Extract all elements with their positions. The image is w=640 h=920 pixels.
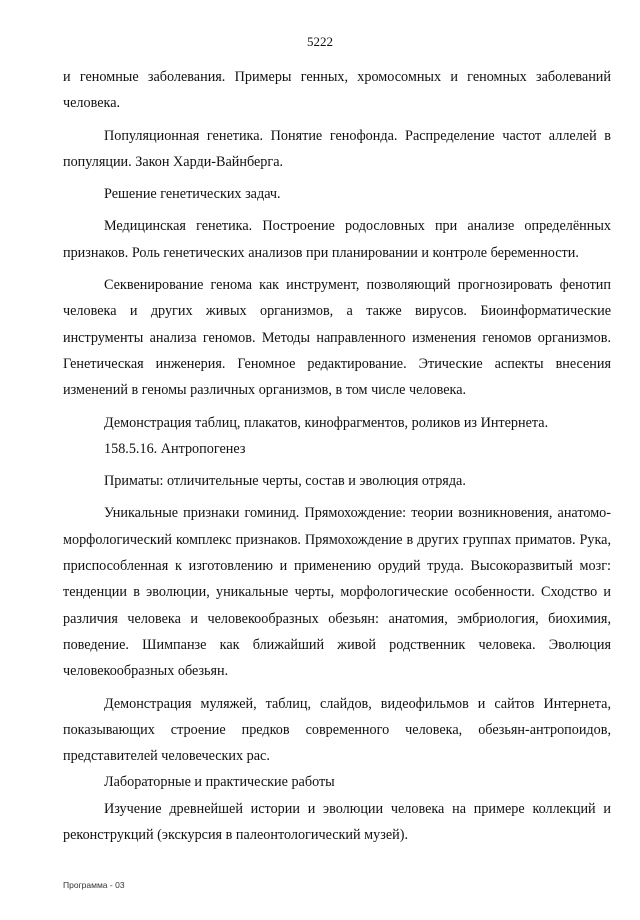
paragraph-genome-sequencing: Секвенирование генома как инструмент, позволяющий прогнозировать фенотип человека и других живых организмов, а также вирусов. Биоинформатические инструменты анализа геномов. Методы направленного изменения геномов организмов. Генетическая инженерия. Геномное редактирование. Этические аспекты внесения изменений в геномы различных организмов, в том числе человека. [63, 277, 611, 399]
paragraph-demonstration-models: Демонстрация муляжей, таблиц, слайдов, видеофильмов и сайтов Интернета, показывающих строение предков современного человека, обезьян-антропоидов, представителей человеческих рас. [63, 695, 611, 765]
paragraph-genetic-tasks: Решение генетических задач. [104, 186, 281, 203]
footer-program-label: Программа - 03 [63, 880, 125, 890]
page-number: 5222 [307, 34, 333, 49]
section-heading-anthropogenesis: 158.5.16. Антропогенез [104, 440, 246, 457]
paragraph-hominid-traits: Уникальные признаки гоминид. Прямохождение: теории возникновения, анатомо-морфологический комплекс признаков. Прямохождение в других группах приматов. Рука, приспособленная к изготовлению и применению орудий труда. Высокоразвитый мозг: тенденции в эволюции, уникальные черты, морфологические особенности. Сходство и различия человека и человекообразных обезьян: анатомия, эмбриология, биохимия, поведение. Шимпанзе как ближайший живой родственник человека. Эволюция человекообразных обезьян. [63, 505, 611, 680]
paragraph-medical-genetics: Медицинская генетика. Построение родословных при анализе определённых признаков. Роль генетических анализов при планировании и контроле беременности. [63, 218, 611, 261]
document-body [63, 64, 611, 848]
paragraph-lab-works-heading: Лабораторные и практические работы [104, 774, 335, 791]
paragraph-population-genetics: Популяционная генетика. Понятие генофонда. Распределение частот аллелей в популяции. Закон Харди-Вайнберга. [63, 127, 611, 170]
paragraph-demonstration-tables: Демонстрация таблиц, плакатов, кинофрагментов, роликов из Интернета. [104, 414, 549, 431]
paragraph-genomic-diseases: и геномные заболевания. Примеры генных, хромосомных и геномных заболеваний человека. [63, 69, 611, 112]
paragraph-ancient-history-study: Изучение древнейшей истории и эволюции человека на примере коллекций и реконструкций (экскурсия в палеонтологический музей). [63, 800, 611, 844]
paragraph-primates: Приматы: отличительные черты, состав и эволюция отряда. [104, 473, 466, 490]
